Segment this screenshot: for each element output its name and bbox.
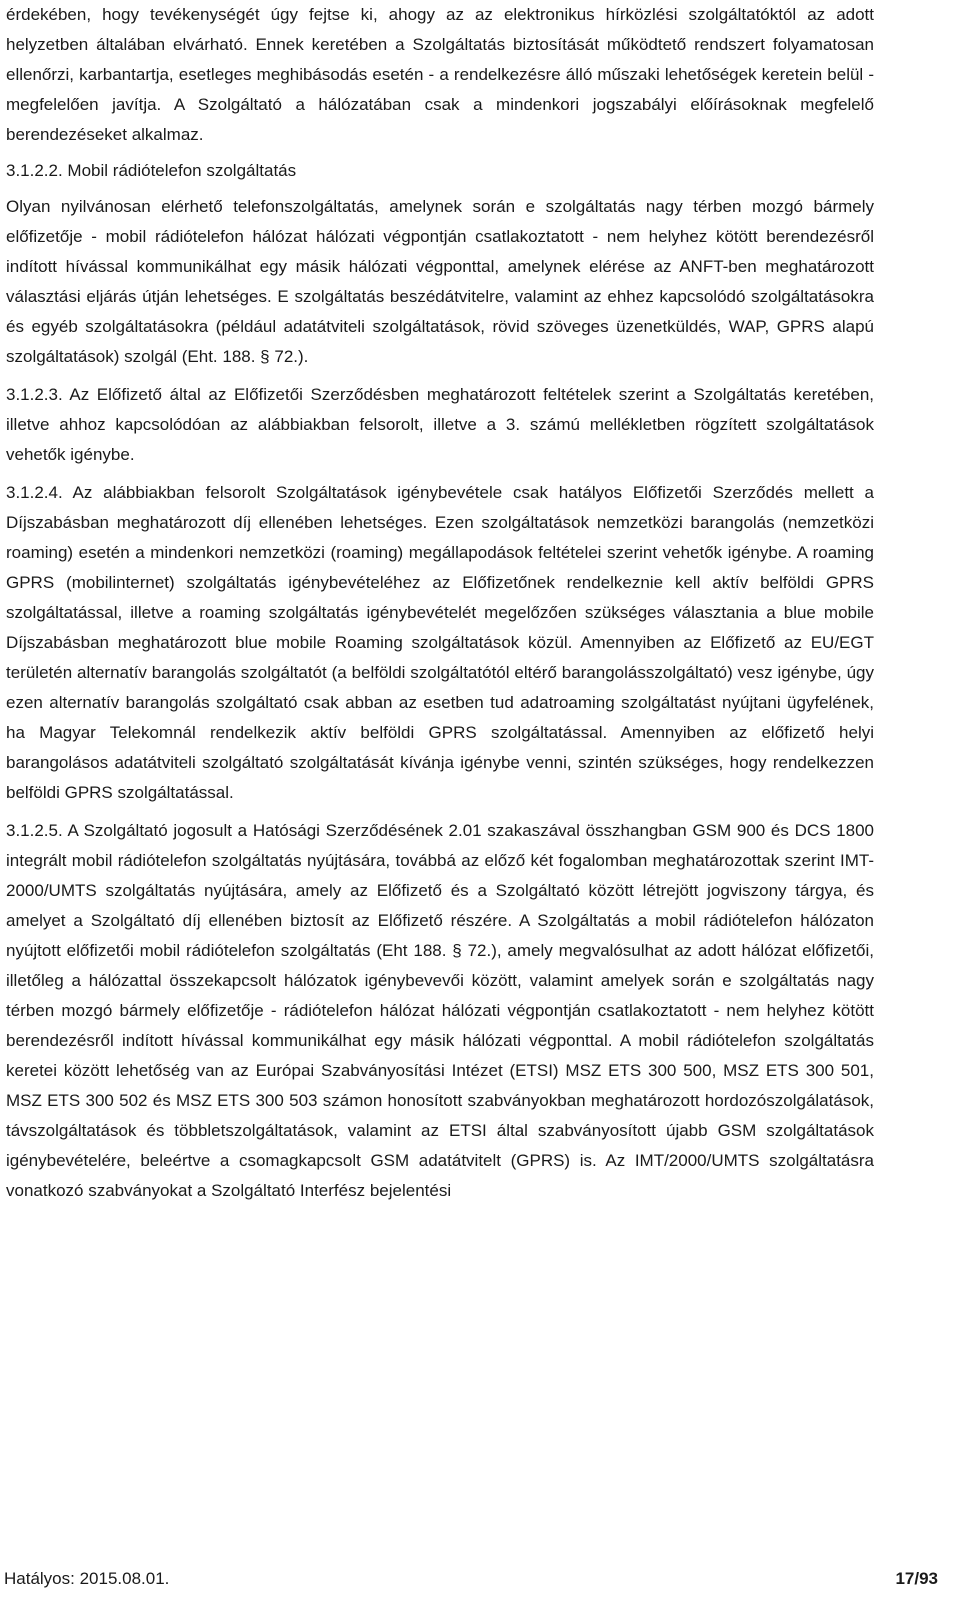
paragraph-3-1-2-4: 3.1.2.4. Az alábbiakban felsorolt Szolgáltatások igénybevétele csak hatályos Előfizetői Szerződés mellett a Díjszabásban meghatározott díj ellenében lehetséges. Ezen szolgáltatások nemzetközi barangolás (nemzetközi roaming) esetén a mindenkori nemzetközi (roaming) megállapodások feltételei szerint vehetők igénybe. A roaming GPRS (mobilinternet) szolgáltatás igénybevételéhez az Előfizetőnek rendelkeznie kell aktív belföldi GPRS szolgáltatással, illetve a roaming szolgáltatás igénybevételét megelőzően szükséges választania a blue mobile Díjszabásban meghatározott blue mobile Roaming szolgáltatások közül. Amennyiben az Előfizető az EU/EGT területén alternatív barangolás szolgáltatót (a belföldi szolgáltatótól eltérő barangolásszolgáltató) vesz igénybe, úgy ezen alternatív barangolás szolgáltató csak abban az esetben tud adatroaming szolgáltatást nyújtani ügyfelének, ha Magyar Telekomnál rendelkezik aktív belföldi GPRS szolgáltatással. Amennyiben az előfizető helyi barangolásos adatátviteli szolgáltató szolgáltatását kívánja igénybe venni, szintén szükséges, hogy rendelkezzen belföldi GPRS szolgáltatással. bbox=[6, 483, 874, 802]
document-page bbox=[6, 0, 874, 1206]
paragraph-continuation: érdekében, hogy tevékenységét úgy fejtse ki, ahogy az az elektronikus hírközlési szolgáltatóktól az adott helyzetben általában elvárható. Ennek keretében a Szolgáltatás biztosítását működtető rendszert folyamatosan ellenőrzi, karbantartja, esetleges meghibásodás esetén - a rendelkezésre álló műszaki lehetőségek keretein belül - megfelelően javítja. A Szolgáltató a hálózatában csak a mindenkori jogszabályi előírásoknak megfelelő berendezéseket alkalmaz. bbox=[6, 5, 874, 144]
paragraph-mobil-definition: Olyan nyilvánosan elérhető telefonszolgáltatás, amelynek során e szolgáltatás nagy térben mozgó bármely előfizetője - mobil rádiótelefon hálózat hálózati végpontján csatlakoztatott - nem helyhez kötött berendezésről indított hívással kommunikálhat egy másik hálózati végponttal, amelynek elérése az ANFT-ben meghatározott választási eljárás útján lehetséges. E szolgáltatás beszédátvitelre, valamint az ehhez kapcsolódó szolgáltatásokra és egyéb szolgáltatásokra (például adatátviteli szolgáltatások, rövid szöveges üzenetküldés, WAP, GPRS alapú szolgáltatások) szolgál (Eht. 188. § 72.). bbox=[6, 197, 874, 366]
paragraph-3-1-2-3: 3.1.2.3. Az Előfizető által az Előfizetői Szerződésben meghatározott feltételek szerint a Szolgáltatás keretében, illetve ahhoz kapcsolódóan az alábbiakban felsorolt, illetve a 3. számú mellékletben rögzített szolgáltatások vehetők igénybe. bbox=[6, 385, 874, 464]
page-number: 17/93 bbox=[895, 1569, 938, 1588]
paragraph-3-1-2-5: 3.1.2.5. A Szolgáltató jogosult a Hatósági Szerződésének 2.01 szakaszával összhangban GSM 900 és DCS 1800 integrált mobil rádiótelefon szolgáltatás nyújtására, továbbá az előző két fogalomban meghatározottak szerint IMT- 2000/UMTS szolgáltatás nyújtására, amely az Előfizető és a Szolgáltató között létrejött jogviszony tárgya, és amelyet a Szolgáltató díj ellenében biztosít az Előfizető részére. A Szolgáltatás a mobil rádiótelefon hálózaton nyújtott előfizetői mobil rádiótelefon szolgáltatás (Eht 188. § 72.), amely megvalósulhat az adott hálózat előfizetői, illetőleg a hálózattal összekapcsolt hálózatok igénybevevői között, valamint amelyek során e szolgáltatás nagy térben mozgó bármely előfizetője - rádiótelefon hálózat hálózati végpontján csatlakoztatott - nem helyhez kötött berendezésről indított hívással kommunikálhat egy másik hálózati végponttal. A mobil rádiótelefon szolgáltatás keretei között lehetőség van az Európai Szabványosítási Intézet (ETSI) MSZ ETS 300 500, MSZ ETS 300 501, MSZ ETS 300 502 és MSZ ETS 300 503 számon honosított szabványokban meghatározott hordozószolgálatások, távszolgáltatások és többletszolgáltatások, valamint az ETSI által szabványosított újabb GSM szolgáltatások igénybevételére, beleértve a csomagkapcsolt GSM adatátvitelt (GPRS) is. Az IMT/2000/UMTS szolgáltatásra vonatkozó szabványokat a Szolgáltató Interfész bejelentési bbox=[6, 821, 874, 1200]
page-footer bbox=[4, 1566, 938, 1592]
effective-date: Hatályos: 2015.08.01. bbox=[4, 1569, 170, 1588]
section-heading-3-1-2-2: 3.1.2.2. Mobil rádiótelefon szolgáltatás bbox=[6, 161, 297, 180]
